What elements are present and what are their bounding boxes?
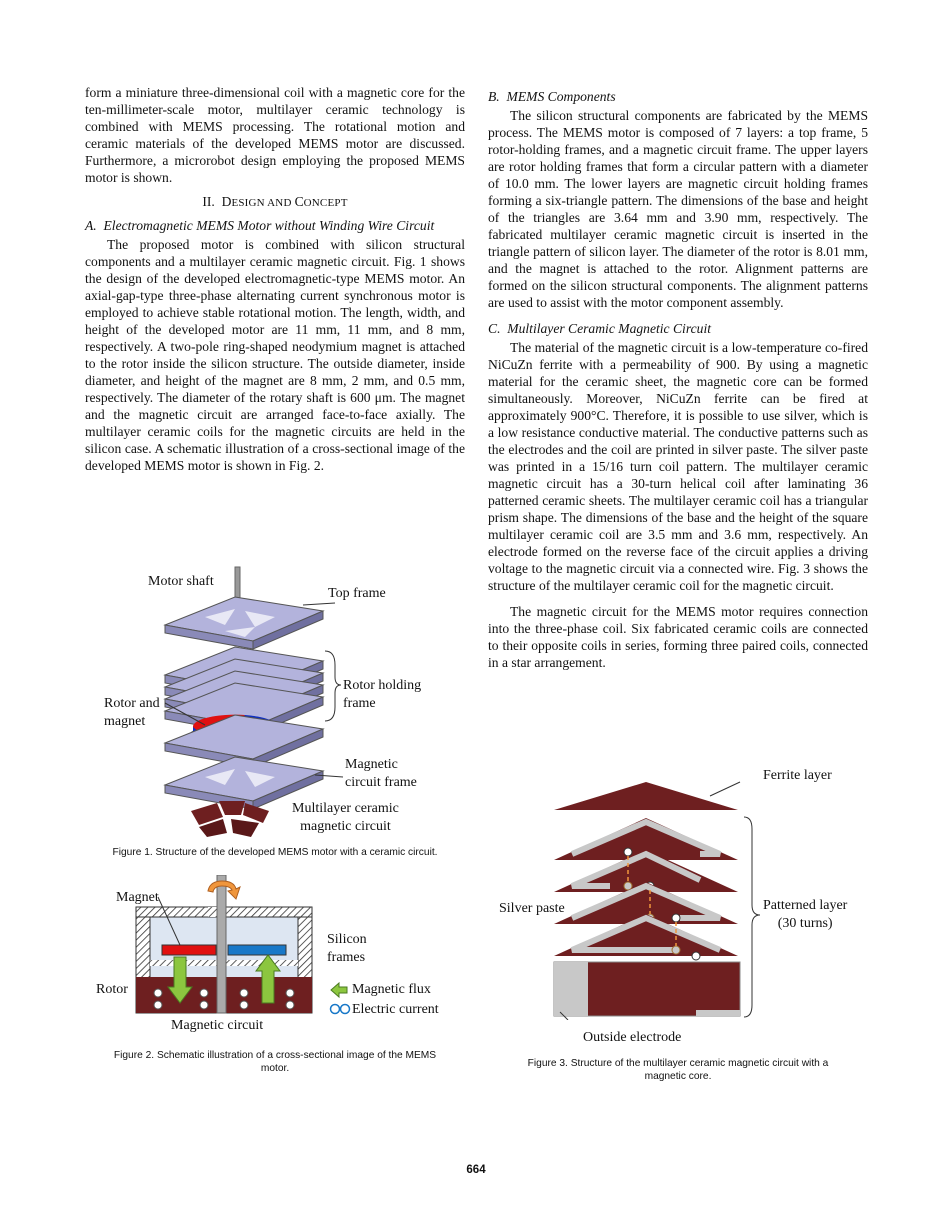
top-frame-plate <box>165 597 323 649</box>
fig3-label-silver-paste: Silver paste <box>499 901 565 916</box>
fig1-label-top-frame: Top frame <box>328 586 386 601</box>
rotary-shaft <box>217 875 226 1013</box>
subsection-c-heading: C. Multilayer Ceramic Magnetic Circuit <box>488 321 712 336</box>
figure-2-caption: Figure 2. Schematic illustration of a cross-sectional image of the MEMS motor. <box>113 1050 437 1074</box>
subsection-b-heading: B. MEMS Components <box>488 89 616 104</box>
legend-flux-arrow-icon <box>331 983 347 997</box>
subsection-c-paragraph-1: The material of the magnetic circuit is a low-temperature co-fired NiCuZn ferrite with a permeability of 900. By using a magnetic material for the ceramic sheet, the magnetic core can be formed simultaneously. Moreover, NiCuZn ferrite can be fired at approximately 900°C. Therefore, it is possible to use silver, which is a low resistance conductive material. The conductive patterns such as the electrodes and the coil are printed in silver paste. The silver paste was printed in a 15/16 turn coil pattern. The multilayer ceramic magnetic circuit has a 30-turn helical coil after laminating 36 patterned ceramic sheets. The multilayer ceramic coil has a triangular prism shape. The dimensions of the base and the height of the square multilayer ceramic coil are 3.5 mm and 3.6 mm, respectively. An electrode formed on the reverse face of the circuit applies a driving voltage to the magnetic circuit via a connected wire. Fig. 3 shows the structure of the multilayer ceramic coil for the magnetic circuit. <box>488 340 868 593</box>
fig3-label-patterned-layer: Patterned layer (30 turns) <box>763 898 848 931</box>
outside-electrode-left <box>554 962 588 1016</box>
outside-electrode-right <box>696 1010 740 1016</box>
ferrite-base-block <box>554 962 740 1016</box>
subsection-a-heading: A. Electromagnetic MEMS Motor without Winding Wire Circuit <box>85 218 435 233</box>
subsection-a-paragraph: The proposed motor is combined with silicon structural components and a multilayer ceramic magnetic circuit. Fig. 1 shows the design of the developed electromagnetic-type MEMS motor. An axial-gap-type three-phase alternating current synchronous motor is employed to achieve stable rotational motion. The length, width, and height of the developed motor are 11 mm, 11 mm, and 8 mm, respectively. A two-pole ring-shaped neodymium magnet is attached to the rotor inside the silicon structure. The outside diameter, inside diameter, and height of the magnet are 8 mm, 2 mm, and 0.5 mm, respectively. The diameter of the rotary shaft is 600 μm. The magnet and the magnetic circuit are arranged face-to-face axially. The multilayer ceramic coils for the magnetic circuits are held in the silicon case. A schematic illustration of a cross-sectional image of the developed MEMS motor is shown in Fig. 2. <box>85 237 465 473</box>
fig2-label-silicon-frames: Silicon frames <box>327 932 367 965</box>
figure-1-caption: Figure 1. Structure of the developed MEMS motor with a ceramic circuit. <box>112 847 438 858</box>
figure-3-multilayer-circuit <box>550 780 770 1020</box>
page-number: 664 <box>466 1164 486 1176</box>
section-heading: II. DESIGN AND CONCEPT <box>202 194 348 209</box>
subsection-c-paragraph-2: The magnetic circuit for the MEMS motor requires connection into the three-phase coil. Six fabricated ceramic coils are connected to their opposite coils in series, forming three paired coils, connected in a star arrangement. <box>488 604 868 670</box>
fig2-label-electric-current: Electric current <box>352 1002 439 1017</box>
fig2-label-rotor: Rotor <box>96 982 128 997</box>
fig3-label-ferrite-layer: Ferrite layer <box>763 768 832 783</box>
figure-2-cross-section <box>130 875 330 1025</box>
fig3-label-outside-electrode: Outside electrode <box>583 1030 682 1045</box>
fig3-brace <box>740 815 764 1020</box>
subsection-b-paragraph: The silicon structural components are fabricated by the MEMS process. The MEMS motor is composed of 7 layers: a top frame, 5 rotor-holding frames, and a magnetic circuit frame. The upper layers are rotor holding frames that form a circular pattern with a diameter of 10.0 mm. The lower layers are magnetic circuit holding frames forming a six-triangle pattern. The dimensions of the base and height of the triangles are 3.64 mm and 3.90 mm, respectively. The fabricated multilayer ceramic magnetic circuit is inserted in the triangle pattern of silicon layer. The diameter of the rotor is 8.01 mm, and the magnet is attached to the rotor. Alignment patterns are formed on the silicon structural components. The alignment patterns are used to assist with the motor component assembly. <box>488 108 868 310</box>
magnet-blue <box>228 945 286 955</box>
legend-current-icon <box>331 1005 350 1014</box>
right-column <box>488 84 868 671</box>
fig1-label-rotor-magnet: Rotor and magnet <box>104 696 160 729</box>
magnet-red <box>162 945 216 955</box>
fig2-label-magnetic-circuit: Magnetic circuit <box>171 1018 264 1033</box>
fig1-label-magnetic-circuit-frame: Magnetic circuit frame <box>345 757 417 790</box>
figure-3-caption: Figure 3. Structure of the multilayer ceramic magnetic circuit with a magnetic core. <box>527 1058 829 1082</box>
fig1-label-motor-shaft: Motor shaft <box>148 574 214 589</box>
left-column <box>85 84 465 474</box>
fig2-label-magnetic-flux: Magnetic flux <box>352 982 431 997</box>
fig1-label-multilayer: Multilayer ceramic magnetic circuit <box>292 801 399 834</box>
fig2-legend-icons <box>329 982 351 1018</box>
intro-paragraph: form a miniature three-dimensional coil with a magnetic core for the ten-millimeter-scale motor, multilayer ceramic technology is combined with MEMS processing. The rotational motion and ceramic materials of the developed MEMS motor are discussed. Furthermore, a microrobot design employing the proposed MEMS motor is shown. <box>85 85 465 185</box>
fig2-label-magnet: Magnet <box>116 890 159 905</box>
fig1-label-rotor-holding: Rotor holding frame <box>343 678 422 711</box>
